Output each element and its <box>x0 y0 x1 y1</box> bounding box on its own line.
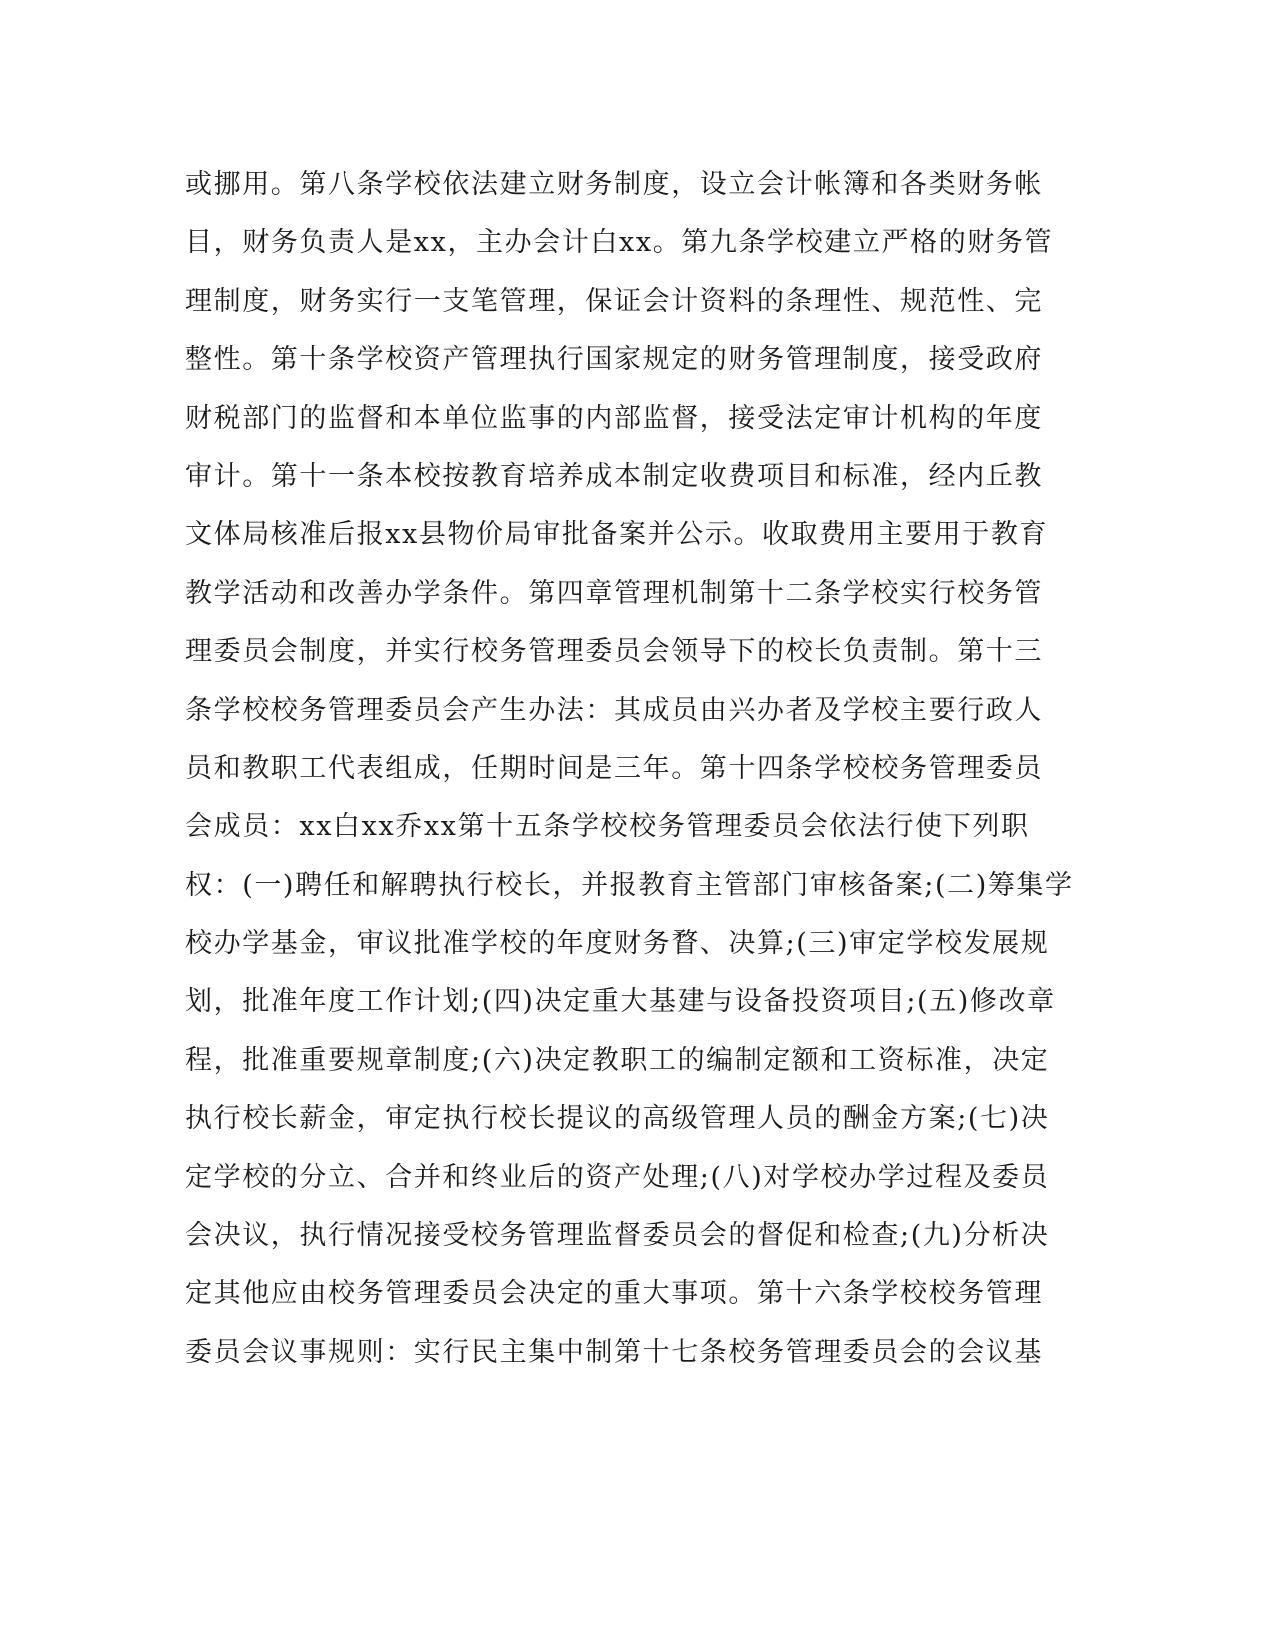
text-line: 理制度，财务实行一支笔管理，保证会计资料的条理性、规范性、完 <box>185 285 1043 317</box>
text-line: 或挪用。第八条学校依法建立财务制度，设立会计帐簿和各类财务帐 <box>185 169 1043 200</box>
text-line: 权：(一)聘任和解聘执行校长，并报教育主管部门审核备案;(二)筹集学 <box>185 869 1074 901</box>
text-line: 目，财务负责人是xx，主办会计白xx。第九条学校建立严格的财务管 <box>185 227 1054 259</box>
text-line: 文体局核准后报xx县物价局审批备案并公示。收取费用主要用于教育 <box>185 519 1049 551</box>
text-line: 教学活动和改善办学条件。第四章管理机制第十二条学校实行校务管 <box>185 577 1043 609</box>
text-line: 会决议，执行情况接受校务管理监督委员会的督促和检查;(九)分析决 <box>185 1220 1050 1252</box>
text-line: 定学校的分立、合并和终业后的资产处理;(八)对学校办学过程及委员 <box>185 1161 1050 1193</box>
text-line: 委员会议事规则：实行民主集中制第十七条校务管理委员会的会议基 <box>185 1336 1043 1368</box>
text-line: 员和教职工代表组成，任期时间是三年。第十四条学校校务管理委员 <box>185 752 1043 784</box>
text-line: 理委员会制度，并实行校务管理委员会领导下的校长负责制。第十三 <box>185 636 1043 668</box>
text-line: 校办学基金，审议批准学校的年度财务瞀、决算;(三)审定学校发展规 <box>185 928 1050 960</box>
text-line: 审计。第十一条本校按教育培养成本制定收费项目和标准，经内丘教 <box>185 460 1043 492</box>
text-line: 整性。第十条学校资产管理执行国家规定的财务管理制度，接受政府 <box>185 344 1043 376</box>
text-line: 定其他应由校务管理委员会决定的重大事项。第十六条学校校务管理 <box>185 1278 1043 1310</box>
body-text <box>185 165 1085 1391</box>
text-line: 执行校长薪金，审定执行校长提议的高级管理人员的酬金方案;(七)决 <box>185 1103 1050 1135</box>
text-line: 财税部门的监督和本单位监事的内部监督，接受法定审计机构的年度 <box>185 402 1043 434</box>
text-line: 划，批准年度工作计划;(四)决定重大基建与设备投资项目;(五)修改章 <box>185 986 1056 1018</box>
text-line: 程，批准重要规章制度;(六)决定教职工的编制定额和工资标准，决定 <box>185 1044 1050 1076</box>
text-line: 条学校校务管理委员会产生办法：其成员由兴办者及学校主要行政人 <box>185 694 1043 726</box>
text-line: 会成员：xx白xx乔xx第十五条学校校务管理委员会依法行使下列职 <box>185 811 1030 843</box>
